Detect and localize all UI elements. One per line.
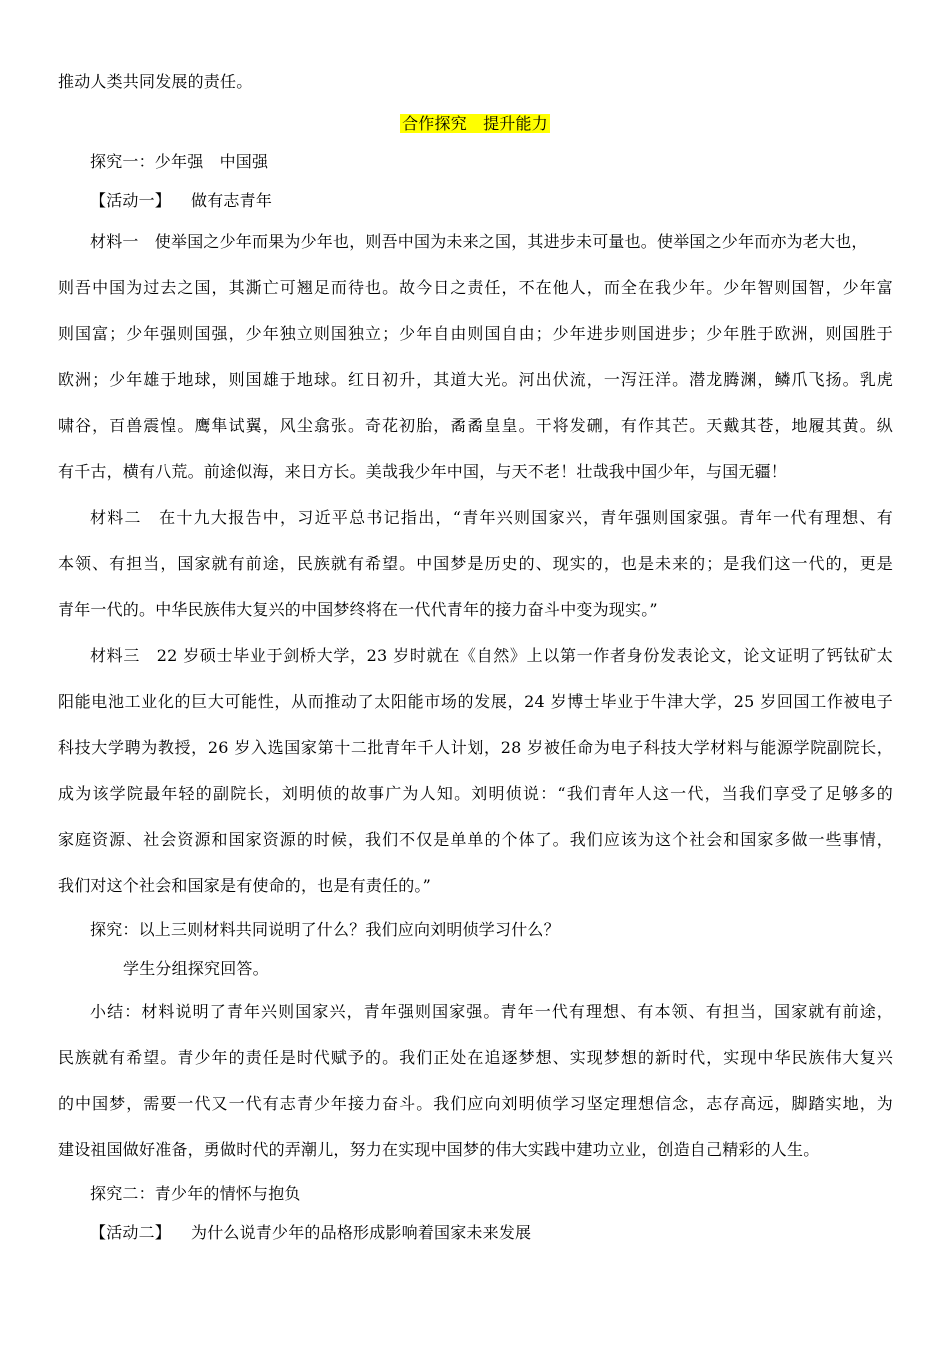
- activity-tag: 【活动一】: [90, 191, 172, 210]
- activity-title: 做有志青年: [191, 191, 273, 210]
- exploration-question: 探究：以上三则材料共同说明了什么？我们应向刘明侦学习什么？: [90, 920, 560, 939]
- activity-tag: 【活动二】: [90, 1223, 172, 1242]
- material-1-line: 则国富；少年强则国强，少年独立则国独立；少年自由则国自由；少年进步则国进步；少年胜于欧洲，则国胜于: [58, 324, 893, 343]
- material-1-line: 啸谷，百兽震惶。鹰隼试翼，风尘翕张。奇花初胎，矞矞皇皇。干将发硎，有作其芒。天戴其苍，地履其黄。纵: [58, 416, 893, 435]
- explore-heading-1: 探究一：少年强 中国强: [90, 152, 269, 171]
- section-title: [0, 112, 950, 136]
- summary-line: 民族就有希望。青少年的责任是时代赋予的。我们正处在追逐梦想、实现梦想的新时代，实现中华民族伟大复兴: [58, 1048, 893, 1067]
- activity-title: 为什么说青少年的品格形成影响着国家未来发展: [191, 1223, 532, 1242]
- summary-line: 建设祖国做好准备，勇做时代的弄潮儿，努力在实现中国梦的伟大实践中建功立业，创造自己精彩的人生。: [58, 1140, 820, 1159]
- group-discussion-note: 学生分组探究回答。: [123, 959, 269, 978]
- material-3-line: 阳能电池工业化的巨大可能性，从而推动了太阳能市场的发展，24 岁博士毕业于牛津大学，25 岁回国工作被电子: [58, 692, 893, 711]
- material-2-line: 本领、有担当，国家就有前途，民族就有希望。中国梦是历史的、现实的，也是未来的；是我们这一代的，更是: [58, 554, 893, 573]
- material-2-line: 材料二 在十九大报告中，习近平总书记指出，“青年兴则国家兴，青年强则国家强。青年一代有理想、有: [90, 508, 893, 527]
- activity-heading-2: [90, 1221, 925, 1245]
- explore-heading-2: 探究二：青少年的情怀与抱负: [90, 1184, 301, 1203]
- highlighted-heading: 合作探究 提升能力: [402, 114, 548, 133]
- material-2-line: 青年一代的。中华民族伟大复兴的中国梦终将在一代代青年的接力奋斗中变为现实。”: [58, 600, 658, 619]
- material-3-line: 成为该学院最年轻的副院长，刘明侦的故事广为人知。刘明侦说：“我们青年人这一代，当我们享受了足够多的: [58, 784, 893, 803]
- summary-line: 小结：材料说明了青年兴则国家兴，青年强则国家强。青年一代有理想、有本领、有担当，国家就有前途，: [90, 1002, 893, 1021]
- body-text-line: 推动人类共同发展的责任。: [58, 72, 253, 91]
- material-1-line: 有千古，横有八荒。前途似海，来日方长。美哉我少年中国，与天不老！壮哉我中国少年，与国无疆！: [58, 462, 788, 481]
- material-3-line: 科技大学聘为教授，26 岁入选国家第十二批青年千人计划，28 岁被任命为电子科技大学材料与能源学院副院长，: [58, 738, 893, 757]
- material-1-line: 材料一 使举国之少年而果为少年也，则吾中国为未来之国，其进步未可量也。使举国之少年而亦为老大也，: [90, 232, 868, 251]
- summary-line: 的中国梦，需要一代又一代有志青少年接力奋斗。我们应向刘明侦学习坚定理想信念，志存高远，脚踏实地，为: [58, 1094, 893, 1113]
- material-1-line: 则吾中国为过去之国，其澌亡可翘足而待也。故今日之责任，不在他人，而全在我少年。少年智则国智，少年富: [58, 278, 893, 297]
- material-1-line: 欧洲；少年雄于地球，则国雄于地球。红日初升，其道大光。河出伏流，一泻汪洋。潜龙腾渊，鳞爪飞扬。乳虎: [58, 370, 893, 389]
- material-3-line: 我们对这个社会和国家是有使命的，也是有责任的。”: [58, 876, 431, 895]
- activity-heading-1: [90, 189, 925, 213]
- material-3-line: 材料三 22 岁硕士毕业于剑桥大学，23 岁时就在《自然》上以第一作者身份发表论文，论文证明了钙钛矿太: [90, 646, 893, 665]
- material-3-line: 家庭资源、社会资源和国家资源的时候，我们不仅是单单的个体了。我们应该为这个社会和国家多做一些事情，: [58, 830, 893, 849]
